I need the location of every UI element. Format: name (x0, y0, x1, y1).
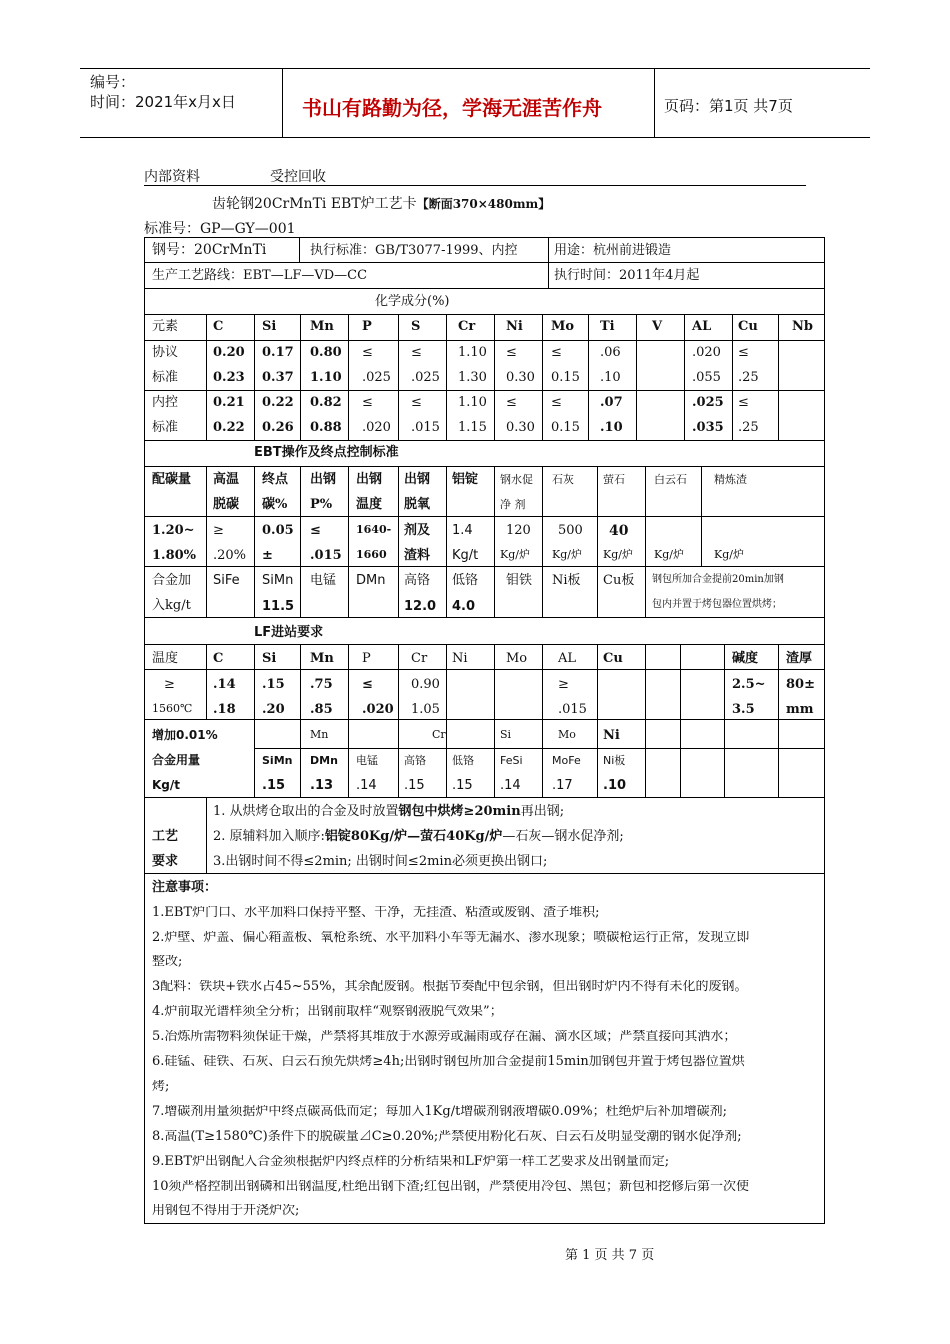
banner-divider (282, 69, 283, 137)
process-item (213, 830, 624, 843)
chem-agree-value: 1.10 (458, 345, 487, 360)
ebt-header: 净 剂 (500, 498, 526, 511)
process-item-bold: 钢包中烘烤≥20min (398, 804, 521, 819)
chem-agree-value: 0.80 (310, 345, 342, 360)
internal-material-label: 内部资料 (144, 169, 200, 185)
lf-header: Si (262, 651, 277, 666)
element-label: 元素 (152, 319, 179, 334)
add-value: .14 (356, 778, 377, 793)
chem-internal-value: .020 (362, 420, 391, 435)
chem-agree-value: .25 (738, 370, 759, 385)
chem-internal-value: .07 (600, 395, 623, 410)
chem-internal-value: 1.15 (458, 420, 487, 435)
add-element: Si (500, 728, 512, 741)
doc-title-main: 齿轮钢20CrMnTi EBT炉工艺卡 (212, 196, 417, 212)
chem-internal-value: 0.30 (506, 420, 535, 435)
execution-standard: 执行标准：GB/T3077-1999、内控 (310, 243, 518, 258)
ebt-value: 120 (506, 523, 531, 538)
chem-agree-value: ≤ (362, 345, 373, 360)
add-value: .13 (310, 778, 334, 793)
ebt-value: Kg/炉 (714, 548, 744, 561)
lf-value: ≤ (362, 677, 373, 692)
ebt-header: 高温 (213, 472, 240, 487)
process-label: 要求 (152, 854, 179, 869)
chem-internal-value: .025 (692, 395, 724, 410)
doc-title-suffix: 【断面370×480mm】 (416, 197, 551, 211)
lf-value: 1560℃ (152, 702, 193, 715)
process-item-plain: 2. 原辅料加入顺序: (213, 829, 325, 844)
note-line: 3配料：铁块+铁水占45~55%，其余配废钢。根据节奏配中包余钢，但出钢时炉内不得有未化的废钢。 (152, 980, 748, 993)
ebt-header: 温度 (356, 497, 383, 512)
ebt-header: 终点 (262, 472, 289, 487)
add-alloy: 高铬 (404, 754, 426, 767)
ebt-value: 500 (558, 523, 583, 538)
lf-header: Cr (411, 651, 428, 666)
chem-agree-value: 0.23 (213, 370, 245, 385)
note-line: 8.高温(T≥1580℃)条件下的脱碳量⊿C≥0.20%;严禁使用粉化石灰、白云石及明显受潮的钢水促净剂; (152, 1130, 742, 1143)
ebt-value: Kg/炉 (500, 548, 530, 561)
process-item-plain: 3.出钢时间不得≤2min; 出钢时间≤2min必须更换出钢口; (213, 854, 548, 869)
chem-internal-value: 0.26 (262, 420, 294, 435)
chem-agree-value: 0.30 (506, 370, 535, 385)
standard-number: 标准号：GP—GY—001 (144, 221, 296, 237)
lf-value: .14 (213, 677, 236, 692)
chem-agree-value: .025 (362, 370, 391, 385)
ebt-value: Kg/炉 (654, 548, 684, 561)
footer-page: 第 1 页 共 7 页 (565, 1248, 655, 1263)
chem-element-header: Ni (506, 319, 523, 334)
note-line: 9.EBT炉出钢配入合金须根据炉内终点样的分析结果和LF炉第一样工艺要求及出钢量而定; (152, 1155, 670, 1168)
ebt-value: 渣料 (404, 548, 431, 563)
chem-internal-value: ≤ (362, 395, 373, 410)
alloy-name: 电锰 (310, 573, 337, 588)
heading-rule (144, 185, 806, 186)
lf-value: .75 (310, 677, 333, 692)
chem-internal-value: 1.10 (458, 395, 487, 410)
usage: 用途：杭州前进锻造 (554, 243, 672, 258)
chem-agree-value: ≤ (411, 345, 422, 360)
lf-header: AL (558, 651, 577, 666)
add-alloy: 低铬 (452, 754, 474, 767)
ebt-value: 1.80% (152, 548, 197, 563)
chem-internal-value: 0.22 (213, 420, 245, 435)
process-item (213, 805, 564, 818)
alloy-name: SiFe (213, 573, 240, 588)
ebt-header: 出钢 (404, 472, 431, 487)
execution-time: 执行时间：2011年4月起 (554, 268, 700, 283)
add-value: .10 (603, 778, 627, 793)
ebt-header: 萤石 (603, 473, 625, 486)
ebt-value: Kg/炉 (603, 548, 633, 561)
add-value: .15 (262, 778, 286, 793)
ebt-header: 白云石 (654, 473, 687, 486)
chem-internal-value: 0.21 (213, 395, 245, 410)
add-element: Ni (603, 728, 620, 743)
lf-value: mm (786, 702, 814, 717)
chem-internal-value: ≤ (506, 395, 517, 410)
ebt-header: 出钢 (356, 472, 383, 487)
note-line: 4.炉前取光谱样须全分析；出钢前取样“观察钢液脱气效果”； (152, 1005, 503, 1018)
chem-agree-value: 0.15 (551, 370, 580, 385)
add-label: Kg/t (152, 778, 181, 792)
process-label: 工艺 (152, 829, 179, 844)
process-route: 生产工艺路线：EBT—LF—VD—CC (152, 268, 368, 283)
add-element: Mn (310, 728, 329, 741)
ebt-header: 出钢 (310, 472, 337, 487)
chem-internal-value: 0.82 (310, 395, 342, 410)
chem-internal-value: 0.15 (551, 420, 580, 435)
lf-header: C (213, 651, 224, 666)
lf-value: .85 (310, 702, 333, 717)
note-line: 2.炉壁、炉盖、偏心箱盖板、氧枪系统、水平加料小车等无漏水、渗水现象；喷碳枪运行正常，发现立即 (152, 931, 750, 944)
alloy-note: 包内并置于烤包器位置烘烤； (652, 599, 782, 610)
note-line: 7.增碳剂用量须据炉中终点碳高低而定；每加入1Kg/t增碳剂钢液增碳0.09%；杜绝炉后补加增碳剂; (152, 1105, 727, 1118)
alloy-name: 低铬 (452, 573, 479, 588)
lf-value: ≥ (558, 677, 569, 692)
agree-label: 标准 (152, 370, 179, 385)
process-card-table (144, 237, 825, 1224)
lf-value: .15 (262, 677, 285, 692)
note-line: 10须严格控制出钢磷和出钢温度,杜绝出钢下渣;红包出钢，严禁使用冷包、黑包；新包和挖修后第一次使 (152, 1180, 750, 1193)
process-item-tail: —石灰—钢水促净剂; (502, 829, 624, 844)
ebt-value: .015 (310, 548, 342, 563)
ebt-header: 配碳量 (152, 472, 192, 487)
lf-value: .015 (558, 702, 587, 717)
agree-label: 协议 (152, 345, 179, 360)
chem-element-header: Si (262, 319, 277, 334)
chem-agree-value: 1.30 (458, 370, 487, 385)
lf-value: 3.5 (732, 702, 755, 717)
add-label: 增加0.01% (152, 728, 218, 742)
ebt-value: 40 (609, 523, 629, 539)
ebt-value: ≥ (213, 523, 224, 538)
lf-title: LF进站要求 (254, 625, 324, 640)
number-label: 编号： (90, 73, 136, 91)
lf-value: 1.05 (411, 702, 440, 717)
add-alloy: Ni板 (603, 754, 626, 767)
chem-agree-value: .025 (411, 370, 440, 385)
chem-internal-value: .035 (692, 420, 724, 435)
controlled-label: 受控回收 (270, 169, 326, 185)
ebt-header: 脱氧 (404, 497, 431, 512)
time-label: 时间：2021年x月x日 (90, 93, 236, 111)
chem-agree-value: ≤ (551, 345, 562, 360)
chem-internal-value: ≤ (551, 395, 562, 410)
chem-element-header: S (411, 319, 421, 334)
note-line: 1.EBT炉门口、水平加料口保持平整、干净，无挂渣、粘渣或废钢、渣子堆积; (152, 906, 600, 919)
chem-agree-value: .06 (600, 345, 621, 360)
lf-value: 80± (786, 677, 815, 692)
page-label: 页码：第1页 共7页 (664, 97, 793, 115)
chem-element-header: Nb (792, 319, 813, 334)
chem-internal-value: 0.22 (262, 395, 294, 410)
chem-internal-value: ≤ (738, 395, 749, 410)
chem-agree-value: 0.20 (213, 345, 245, 360)
lf-header: 碱度 (732, 651, 759, 666)
add-alloy: SiMn (262, 754, 293, 767)
alloy-name: SiMn (262, 573, 294, 588)
add-alloy: 电锰 (356, 754, 378, 767)
process-item (213, 855, 547, 868)
motto: 书山有路勤为径，学海无涯苦作舟 (302, 96, 602, 120)
ebt-value: 剂及 (404, 523, 431, 538)
lf-header: 温度 (152, 651, 179, 666)
alloy-name: DMn (356, 573, 386, 588)
alloy-name: Ni板 (552, 573, 581, 588)
doc-title (212, 193, 550, 213)
chem-element-header: Mo (551, 319, 575, 334)
lf-columns (207, 644, 779, 797)
lf-value: .20 (262, 702, 285, 717)
note-line: 6.硅锰、硅铁、石灰、白云石预先烘烤≥4h;出钢时钢包所加合金提前15min加钢包并置于烤包器位置烘 (152, 1055, 745, 1068)
lf-value: .18 (213, 702, 236, 717)
process-item-tail: 再出钢; (520, 804, 565, 819)
chem-element-header: Cu (738, 319, 758, 334)
lf-value: .020 (362, 702, 394, 717)
lf-header: Mo (506, 651, 528, 666)
chem-title: 化学成分(%) (375, 294, 450, 309)
chem-element-header: Ti (600, 319, 615, 334)
note-line: 烤; (152, 1080, 170, 1093)
alloy-value: 12.0 (404, 599, 437, 614)
lf-header: Cu (603, 651, 623, 666)
ebt-value: Kg/t (452, 548, 479, 563)
chem-agree-value: 1.10 (310, 370, 342, 385)
add-value: .15 (452, 778, 473, 793)
alloy-value: 4.0 (452, 599, 476, 614)
chem-element-header: AL (692, 319, 712, 334)
lf-header: Ni (452, 651, 468, 666)
add-element: Cr (432, 728, 446, 741)
chem-internal-value: 0.88 (310, 420, 342, 435)
alloy-label: 合金加 (152, 573, 192, 588)
process-item-bold: 铝锭80Kg/炉—萤石40Kg/炉 (324, 829, 503, 844)
notes-title: 注意事项： (152, 880, 218, 895)
ebt-value: 0.05 (262, 523, 294, 538)
add-alloy: MoFe (552, 754, 581, 767)
ebt-columns (207, 466, 702, 617)
alloy-name: 钼铁 (506, 573, 533, 588)
add-value: .15 (404, 778, 425, 793)
add-value: .14 (500, 778, 521, 793)
ebt-value: 1660 (356, 548, 387, 561)
lf-value: ≥ (164, 677, 175, 692)
banner-divider (654, 69, 655, 137)
chem-agree-value: .10 (600, 370, 621, 385)
ebt-header: 铝锭 (452, 472, 479, 487)
add-label: 合金用量 (152, 753, 201, 767)
chem-agree-value: .020 (692, 345, 721, 360)
ebt-value: 1.4 (452, 523, 473, 538)
note-line: 用钢包不得用于开浇炉次; (152, 1204, 300, 1217)
chem-agree-value: ≤ (506, 345, 517, 360)
chem-agree-value: 0.37 (262, 370, 294, 385)
chem-agree-value: ≤ (738, 345, 749, 360)
ebt-value: 1640- (356, 523, 392, 536)
ebt-value: ≤ (310, 523, 321, 538)
chem-element-header: C (213, 319, 224, 334)
steel-grade: 钢号：20CrMnTi (152, 242, 267, 258)
ebt-header: P% (310, 497, 333, 512)
process-item-plain: 1. 从烘烤仓取出的合金及时放置 (213, 804, 399, 819)
internal-label: 标准 (152, 420, 179, 435)
chem-agree-value: .055 (692, 370, 721, 385)
alloy-name: 高铬 (404, 573, 431, 588)
chem-internal-value: ≤ (411, 395, 422, 410)
ebt-value: Kg/炉 (552, 548, 582, 561)
add-value: .17 (552, 778, 573, 793)
ebt-value: 1.20~ (152, 523, 195, 538)
ebt-header: 钢水促 (500, 473, 533, 486)
ebt-header: 精炼渣 (714, 473, 747, 486)
chem-element-header: V (652, 319, 663, 334)
lf-value: 2.5~ (732, 677, 766, 692)
chem-internal-value: .10 (600, 420, 623, 435)
internal-label: 内控 (152, 395, 179, 410)
ebt-value: ± (262, 548, 273, 563)
alloy-name: Cu板 (603, 573, 635, 588)
alloy-note: 钢包所加合金提前20min加钢 (652, 574, 784, 585)
add-alloy: DMn (310, 754, 338, 767)
ebt-header: 脱碳 (213, 497, 240, 512)
chem-agree-value: 0.17 (262, 345, 294, 360)
lf-header: Mn (310, 651, 334, 666)
ebt-value: .20% (213, 548, 247, 563)
add-element: Mo (558, 728, 576, 741)
ebt-header: 碳% (262, 497, 288, 512)
ebt-header: 石灰 (552, 473, 574, 486)
note-line: 整改; (152, 955, 183, 968)
alloy-label: 入kg/t (152, 598, 191, 613)
chem-element-header: Cr (458, 319, 476, 334)
note-line: 5.冶炼所需物料须保证干燥，严禁将其堆放于水源旁或漏雨或存在漏、滴水区域；严禁直接向其洒水； (152, 1030, 737, 1043)
chem-internal-value: .015 (411, 420, 440, 435)
lf-header: 渣厚 (786, 651, 813, 666)
chem-element-header: Mn (310, 319, 334, 334)
add-alloy: FeSi (500, 754, 523, 767)
alloy-value: 11.5 (262, 599, 295, 614)
chem-internal-value: .25 (738, 420, 759, 435)
lf-header: P (362, 651, 371, 666)
lf-value: 0.90 (411, 677, 440, 692)
chem-element-header: P (362, 319, 372, 334)
ebt-title: EBT操作及终点控制标准 (254, 445, 399, 460)
